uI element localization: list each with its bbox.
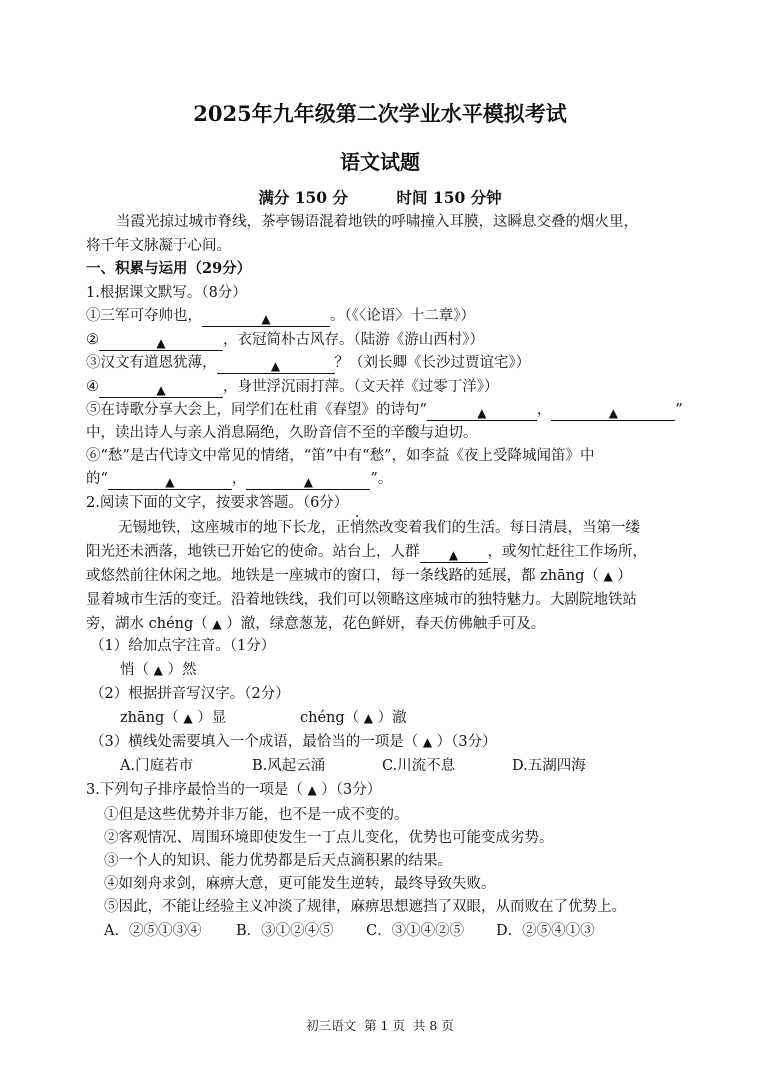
q2-sub-2-answer-2 [300, 708, 407, 728]
triangle-icon[interactable]: ▲ [603, 569, 613, 583]
answer-blank[interactable] [420, 545, 488, 563]
dotted-char: 悄 · [350, 518, 365, 538]
triangle-icon: ▲ [303, 475, 314, 489]
q1-stem: 1.根据课文默写。（8分） [86, 285, 247, 301]
q3-sentence-3: ③一个人的知识、能力优势都是后天点滴积累的结果。 [104, 853, 452, 869]
score-time: 满分 150 分 时间 150 分钟 [258, 188, 502, 207]
exam-title: 2025年九年级第二次学业水平模拟考试 [193, 101, 567, 126]
q3-option-d[interactable]: D．②⑤④①③ [496, 923, 595, 939]
q2-passage-line-1 [118, 518, 640, 538]
answer-blank[interactable] [202, 309, 330, 327]
q1-item-5 [86, 400, 683, 421]
triangle-icon: ▲ [608, 406, 619, 420]
triangle-icon[interactable]: ▲ [212, 617, 222, 631]
q3-sentence-5: ⑤因此，不能让经验主义冲淡了规律，麻痹思想遮挡了双眼，从而败在了优势上。 [104, 899, 626, 915]
page-footer: 初三语文 第 1 页 共 8 页 [306, 1018, 454, 1033]
q1-item-1 [86, 306, 475, 327]
q3-stem [86, 780, 381, 800]
answer-blank[interactable] [99, 380, 223, 398]
q2-s1-b: ）然 [162, 662, 197, 678]
q2-p1-b: 然改变着我们的生活。每日清晨，当第一缕 [364, 520, 640, 536]
q2-p2-a: 阳光还未洒落，地铁已开始它的使命。站台上，人群 [86, 544, 420, 560]
q2-p5-a: 旁，湖水 chéng（ [86, 616, 213, 632]
q3-sentence-4: ④如刻舟求剑，麻痹大意，更可能发生逆转，最终导致失败。 [104, 876, 496, 892]
q2-sub-1: （1）给加点字注音。（1分） [90, 638, 276, 654]
q2-p1-a: 无锡地铁，这座城市的地下长龙，正 [118, 520, 350, 536]
q2-p3-a: 或悠然前往休闲之地。地铁是一座城市的窗口，每一条线路的延展，都 zhāng（ [86, 568, 604, 584]
q2-passage-line-5 [86, 614, 545, 634]
q2-passage-line-2 [86, 542, 647, 563]
q2-passage-line-3 [86, 566, 632, 586]
triangle-icon: ▲ [156, 383, 166, 397]
q3-option-a[interactable]: A．②⑤①③④ [104, 923, 202, 939]
answer-blank[interactable] [246, 472, 370, 490]
q2-option-b[interactable]: B.风起云涌 [252, 758, 326, 774]
q2-s2-2b: ）澈 [373, 710, 407, 726]
q2-s1-a: 悄（ [120, 662, 154, 678]
q2-sub-1-answer [120, 660, 196, 680]
q2-s2-2a: chéng（ [300, 710, 364, 726]
q2-option-a[interactable]: A.门庭若市 [120, 758, 194, 774]
answer-blank[interactable] [427, 403, 537, 421]
q3-option-c[interactable]: C．③①④②⑤ [366, 923, 465, 939]
q1-item-1-post: 。（《〈论语〉十二章》） [330, 308, 475, 324]
q1-item-5-pre: ⑤在诗歌分享大会上，同学们在杜甫《春望》的诗句“ [86, 402, 427, 418]
q1-item-6-mid: ， [231, 471, 247, 487]
q3-stem-b: 的一项是（ [230, 782, 308, 798]
triangle-icon[interactable]: ▲ [422, 735, 433, 749]
q1-item-4-post: ，身世浮沉雨打萍。（文天祥《过零丁洋》） [223, 379, 499, 395]
q2-option-c[interactable]: C.川流不息 [382, 758, 456, 774]
q2-passage-line-4: 显着城市生活的变迁。沿着地铁线，我们可以领略这座城市的独特魅力。大剧院地铁站 [86, 592, 637, 608]
q2-s2-1b: ）显 [192, 710, 227, 726]
q1-item-3-pre: ③汉文有道恩犹薄， [86, 355, 217, 371]
answer-blank[interactable] [551, 403, 675, 421]
q1-item-5-post: ” [675, 402, 683, 418]
q1-item-3-post: ？（刘长卿《长沙过贾谊宅》） [334, 355, 531, 371]
q1-item-2 [86, 330, 484, 351]
answer-blank[interactable] [217, 356, 335, 374]
section-heading: 一、积累与运用（29分） [86, 260, 252, 277]
triangle-icon[interactable]: ▲ [363, 711, 374, 725]
triangle-icon[interactable]: ▲ [183, 711, 193, 725]
q1-item-4 [86, 377, 499, 398]
q1-item-6-line-1: ⑥“愁”是古代诗文中常见的情绪，“笛”中有“愁”，如李益《夜上受降城闻笛》中 [86, 448, 595, 464]
triangle-icon: ▲ [156, 336, 166, 350]
subject-title: 语文试题 [340, 150, 420, 174]
q2-sub-3 [90, 732, 497, 752]
triangle-icon[interactable]: ▲ [307, 783, 317, 797]
triangle-icon[interactable]: ▲ [153, 663, 163, 677]
q1-item-4-pre: ④ [86, 379, 99, 395]
q2-sub-2-answer-1 [120, 708, 226, 728]
triangle-icon: ▲ [477, 406, 487, 420]
q3-stem-c: ）（3分） [316, 782, 382, 798]
q1-item-2-pre: ② [86, 332, 99, 348]
dotted-text: 最恰当 [186, 782, 231, 798]
q2-p3-b: ） [612, 568, 632, 584]
q1-item-6-line-2 [86, 469, 392, 490]
q1-item-3 [86, 353, 530, 374]
q2-p2-b: ，或匆忙赶往工作场所， [487, 544, 647, 560]
q1-item-5-mid: ， [536, 402, 552, 418]
q2-p5-b: ）澈，绿意葱茏，花色鲜妍，春天仿佛触手可及。 [221, 616, 546, 632]
intro-line-1: 当霞光掠过城市脊线，茶亭锡语混着地铁的呼啸撞入耳膜，这瞬息交叠的烟火里， [116, 214, 638, 230]
q3-stem-a: 3.下列句子排序 [86, 782, 187, 798]
intro-line-2: 将千年文脉凝于心间。 [86, 238, 231, 254]
q3-sentence-2: ②客观情况、周围环境即使发生一丁点儿变化，优势也可能变成劣势。 [104, 830, 554, 846]
triangle-icon: ▲ [261, 312, 271, 326]
q1-item-6-pre: 的“ [86, 471, 108, 487]
triangle-icon: ▲ [165, 475, 175, 489]
triangle-icon: ▲ [270, 359, 281, 373]
q2-s3-a: （3）横线处需要填入一个成语，最恰当的一项是（ [90, 734, 423, 750]
answer-blank[interactable] [99, 333, 223, 351]
q2-option-d[interactable]: D.五湖四海 [512, 758, 586, 774]
q3-sentence-1: ①但是这些优势并非万能，也不是一成不变的。 [104, 807, 409, 823]
q2-sub-2: （2）根据拼音写汉字。（2分） [90, 686, 290, 702]
q1-item-6-post: ”。 [370, 471, 393, 487]
q2-stem: 2.阅读下面的文字，按要求答题。（6分） [86, 495, 349, 511]
q1-item-1-pre: ①三军可夺帅也， [86, 308, 202, 324]
q2-s2-1a: zhāng（ [120, 710, 184, 726]
answer-blank[interactable] [108, 472, 232, 490]
q2-s3-b: ）（3分） [432, 734, 497, 750]
q3-option-b[interactable]: B．③①②④⑤ [236, 923, 334, 939]
q1-item-5-line-2: 中，读出诗人与亲人消息隔绝，久盼音信不至的辛酸与迫切。 [86, 425, 478, 441]
triangle-icon: ▲ [448, 548, 459, 562]
q1-item-2-post: ，衣冠简朴古风存。（陆游《游山西村》） [223, 332, 484, 348]
